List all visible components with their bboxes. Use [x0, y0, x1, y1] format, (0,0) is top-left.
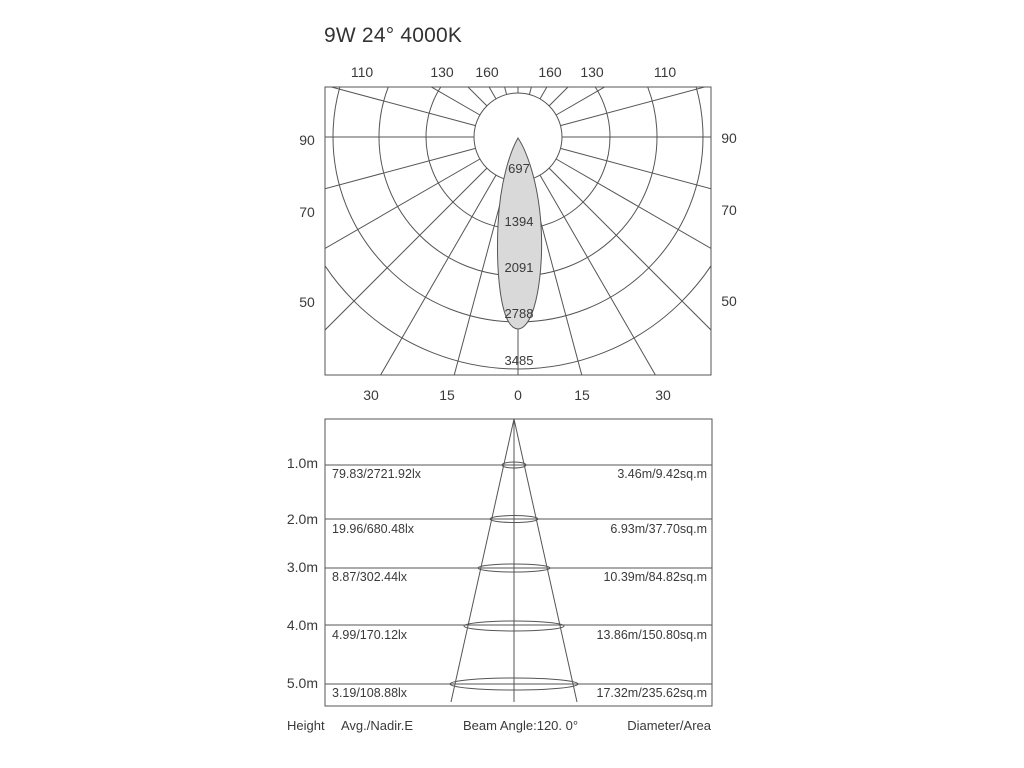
height-label: 1.0m — [286, 455, 318, 471]
candela-label: 1394 — [504, 214, 534, 229]
candela-label: 2091 — [504, 260, 534, 275]
height-label: 2.0m — [286, 511, 318, 527]
polar-spoke — [94, 168, 487, 561]
polar-spoke — [218, 175, 496, 657]
polar-spoke — [540, 175, 818, 657]
polar-spoke — [529, 0, 673, 94]
avg-nadir-value: 3.19/108.88lx — [332, 686, 408, 700]
angle-label-right: 70 — [721, 202, 737, 218]
height-label: 3.0m — [286, 559, 318, 575]
diagram-title: 9W 24° 4000K — [324, 24, 463, 47]
candela-label: 2788 — [504, 306, 534, 321]
angle-label-bottom: 15 — [574, 387, 590, 403]
footer-beam-angle-label: Beam Angle:120. 0° — [463, 718, 579, 733]
angle-label-bottom: 15 — [439, 387, 455, 403]
polar-spoke — [0, 0, 480, 115]
footer-avg-label: Avg./Nadir.E — [341, 718, 414, 733]
angle-label-bottom: 30 — [655, 387, 671, 403]
avg-nadir-value: 79.83/2721.92lx — [332, 467, 421, 481]
angle-label-left: 90 — [299, 132, 315, 148]
angle-label-top: 110 — [653, 64, 677, 80]
height-label: 5.0m — [286, 675, 318, 691]
angle-label-right: 50 — [721, 293, 737, 309]
cone-edge-left — [451, 419, 514, 702]
angle-label-top: 130 — [580, 64, 604, 80]
polar-spoke — [561, 148, 1024, 292]
angle-label-top: 160 — [538, 64, 562, 80]
diameter-area-value: 3.46m/9.42sq.m — [617, 467, 707, 481]
polar-spoke — [0, 148, 475, 292]
diameter-area-value: 17.32m/235.62sq.m — [596, 686, 707, 700]
diameter-area-value: 13.86m/150.80sq.m — [596, 628, 707, 642]
candela-label: 3485 — [504, 353, 534, 368]
polar-spoke — [94, 0, 487, 106]
polar-spoke — [363, 0, 507, 94]
polar-spoke — [556, 159, 1024, 437]
angle-label-right: 90 — [721, 130, 737, 146]
illuminance-diagram — [287, 419, 712, 733]
footer-height-label: Height — [287, 718, 325, 733]
cone-edge-right — [514, 419, 577, 702]
polar-spoke — [540, 0, 818, 99]
footer-diameter-label: Diameter/Area — [627, 718, 711, 733]
avg-nadir-value: 4.99/170.12lx — [332, 628, 408, 642]
polar-spoke — [556, 0, 1024, 115]
polar-spoke — [549, 0, 942, 106]
polar-spoke — [0, 159, 480, 437]
height-label: 4.0m — [286, 617, 318, 633]
angle-label-bottom: 0 — [514, 387, 522, 403]
polar-spoke — [0, 0, 475, 126]
angle-label-bottom: 30 — [363, 387, 379, 403]
avg-nadir-value: 19.96/680.48lx — [332, 522, 415, 536]
polar-spoke — [561, 0, 1024, 126]
angle-label-top: 160 — [475, 64, 499, 80]
polar-spoke — [549, 168, 942, 561]
angle-label-left: 70 — [299, 204, 315, 220]
avg-nadir-value: 8.87/302.44lx — [332, 570, 408, 584]
angle-label-left: 50 — [299, 294, 315, 310]
diameter-area-value: 6.93m/37.70sq.m — [610, 522, 707, 536]
angle-label-top: 130 — [430, 64, 454, 80]
angle-label-top: 110 — [350, 64, 374, 80]
polar-spoke — [218, 0, 496, 99]
candela-label: 697 — [508, 161, 530, 176]
diameter-area-value: 10.39m/84.82sq.m — [603, 570, 707, 584]
